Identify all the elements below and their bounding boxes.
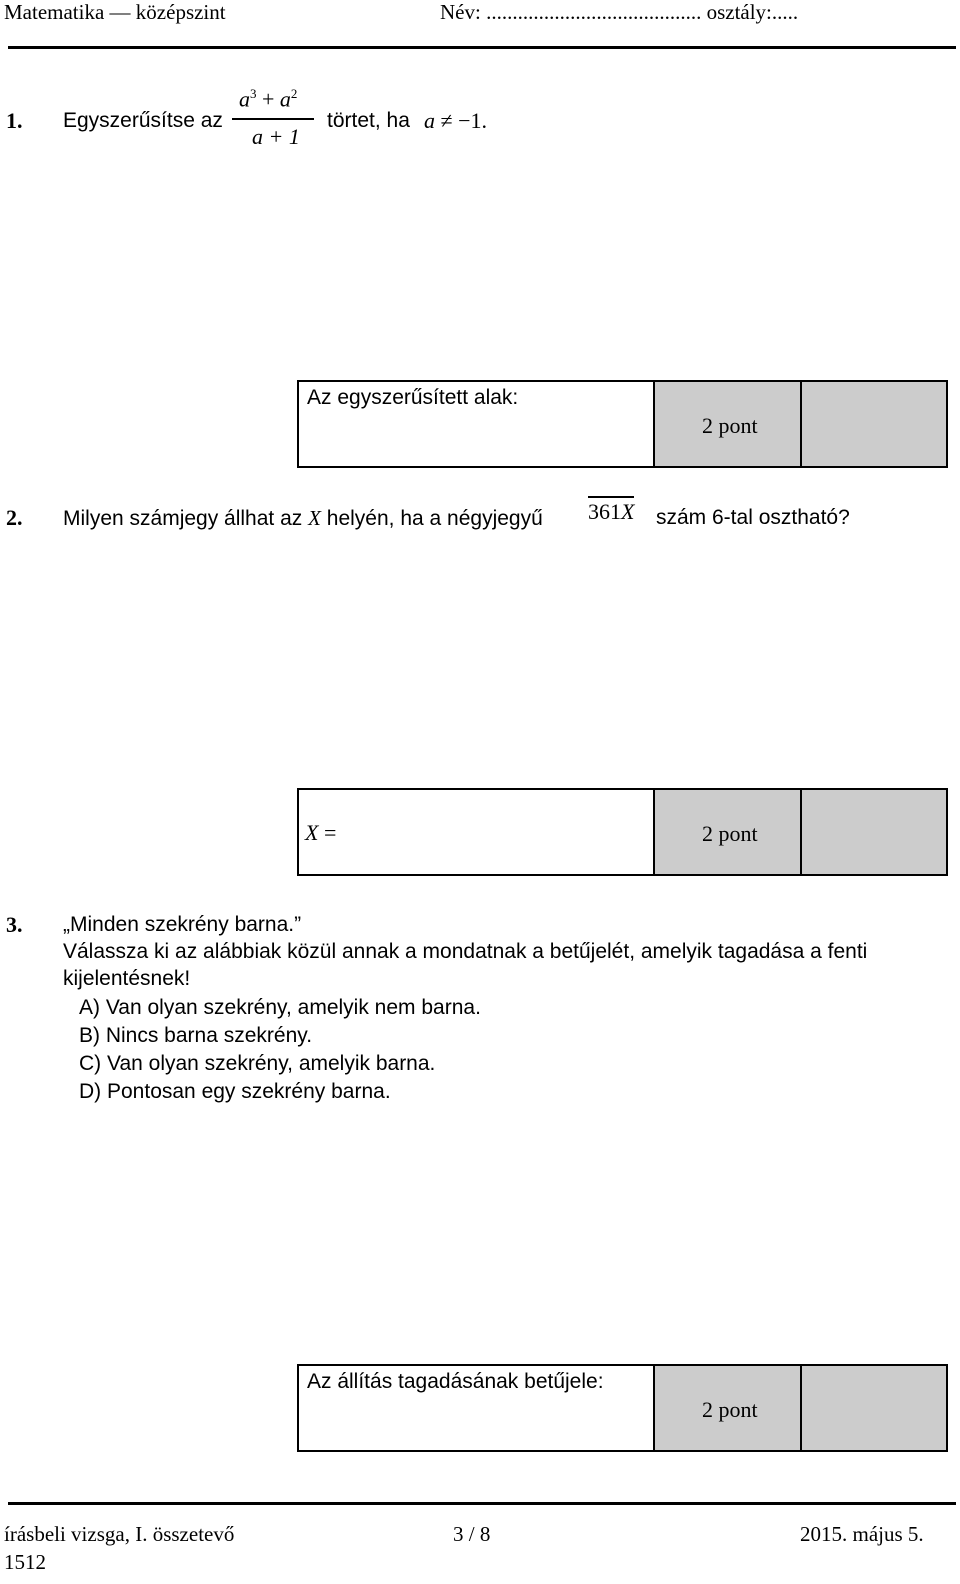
task2-points: 2 pont <box>702 821 758 846</box>
header-name-class: Név: ......................................... osztály:..... <box>440 0 799 24</box>
task2-var: X <box>308 506 321 530</box>
task1-condition <box>424 108 487 134</box>
task2-prefix: Milyen számjegy állhat az <box>63 507 303 530</box>
task2-number: 2. <box>6 505 23 530</box>
numerator-var: a <box>239 86 250 112</box>
task3-points: 2 pont <box>702 1397 758 1422</box>
footer-rule <box>8 1502 956 1505</box>
numerator-exp2: 2 <box>290 86 298 101</box>
task2-digits: 361 <box>588 499 621 524</box>
task3-instruction-line2: kijelentésnek! <box>63 967 191 990</box>
task2-answer-field[interactable] <box>297 788 655 876</box>
footer-date: 2015. május 5. <box>800 1522 924 1546</box>
task2-number-overline <box>588 496 634 525</box>
task3-option-d: D) Pontosan egy szekrény barna. <box>79 1080 391 1103</box>
task2-text <box>63 506 543 531</box>
task2-points-cell <box>653 788 802 876</box>
footer-code: 1512 <box>4 1550 46 1574</box>
task3-option-c: C) Van olyan szekrény, amelyik barna. <box>79 1052 436 1075</box>
task2-suffix: szám 6-tal osztható? <box>656 506 850 529</box>
task1-denominator: a + 1 <box>252 124 300 149</box>
answer-eq: = <box>323 820 337 845</box>
header-rule <box>8 46 956 49</box>
numerator-plus: + <box>262 86 275 112</box>
task3-quote: „Minden szekrény barna.” <box>63 913 302 936</box>
task3-option-b: B) Nincs barna szekrény. <box>79 1024 313 1047</box>
task1-prefix: Egyszerűsítse az <box>63 109 223 132</box>
numerator-exp1: 3 <box>250 86 257 101</box>
task3-answer-field[interactable] <box>297 1364 655 1452</box>
task1-fraction <box>232 82 316 154</box>
task1-points-cell <box>653 380 802 468</box>
header-subject <box>4 0 226 25</box>
task3-option-a: A) Van olyan szekrény, amelyik nem barna. <box>79 996 481 1019</box>
task2-score-cell[interactable] <box>800 788 948 876</box>
cond-value: −1. <box>458 108 487 133</box>
task1-score-cell[interactable] <box>800 380 948 468</box>
header-subject-name: Matematika <box>4 0 105 24</box>
cond-neq: ≠ <box>440 108 453 133</box>
task3-answer-label: Az állítás tagadásának betűjele: <box>307 1370 604 1393</box>
task1-answer-label: Az egyszerűsített alak: <box>307 386 519 409</box>
task1-number: 1. <box>6 108 23 133</box>
task2-number-var: X <box>621 499 635 524</box>
task1-suffix: törtet, ha <box>327 109 410 132</box>
task3-number: 3. <box>6 912 23 937</box>
task1-numerator <box>239 86 297 112</box>
footer-page: 3 / 8 <box>453 1522 491 1546</box>
task1-answer-field[interactable] <box>297 380 655 468</box>
task2-answer-label <box>305 820 336 846</box>
header-level: középszint <box>135 0 226 24</box>
task2-middle: helyén, ha a négyjegyű <box>326 507 543 530</box>
answer-var: X <box>305 820 319 845</box>
footer-left: írásbeli vizsga, I. összetevő <box>4 1522 235 1546</box>
task3-points-cell <box>653 1364 802 1452</box>
task3-score-cell[interactable] <box>800 1364 948 1452</box>
cond-var: a <box>424 108 435 133</box>
task3-instruction-line1: Válassza ki az alábbiak közül annak a mondatnak a betűjelét, amelyik tagadása a fenti <box>63 940 868 963</box>
numerator-var2: a <box>279 86 291 112</box>
task1-points: 2 pont <box>702 413 758 438</box>
header-dash: — <box>109 0 131 24</box>
fraction-bar <box>232 118 314 120</box>
